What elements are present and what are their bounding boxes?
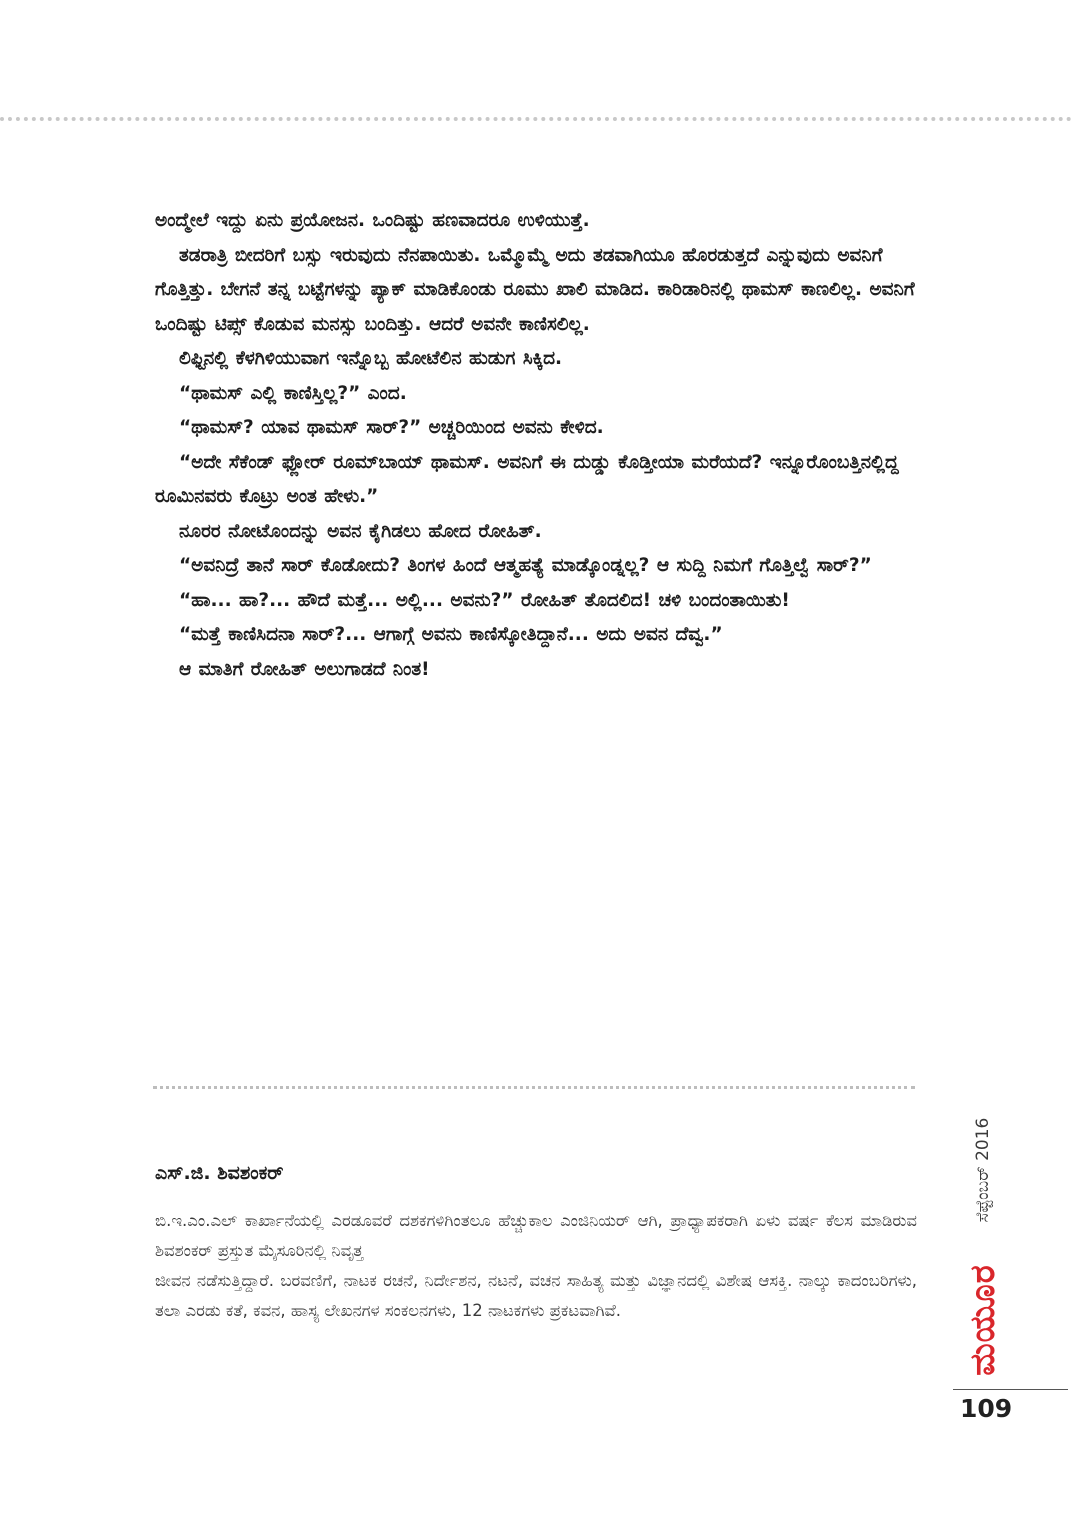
story-paragraph-10: “ಮತ್ತೆ ಕಾಣಿಸಿದನಾ ಸಾರ್?... ಆಗಾಗ್ಗೆ ಅವನು ಕಾಣಿಸ್ಕೋತಿದ್ದಾನೆ... ಅದು ಅವನ ದೆವ್ವ.” (179, 624, 723, 645)
top-dotted-divider (0, 117, 1072, 121)
author-name: ಎಸ್.ಜಿ. ಶಿವಶಂಕರ್ (155, 1162, 284, 1184)
story-paragraph-8: “ಅವನಿದ್ರೆ ತಾನೆ ಸಾರ್ ಕೊಡೋದು? ತಿಂಗಳ ಹಿಂದೆ ಆತ್ಮಹತ್ಯೆ ಮಾಡ್ಕೊಂಡ್ನಲ್ಲ? ಆ ಸುದ್ದಿ ನಿಮಗೆ ಗೊತ್ತಿಲ್ವೆ ಸಾರ್?” (179, 555, 872, 576)
story-paragraph-1: ಅಂದ್ಮೇಲೆ ಇದ್ದು ಏನು ಪ್ರಯೋಜನ. ಒಂದಿಷ್ಟು ಹಣವಾದರೂ ಉಳಿಯುತ್ತೆ. (155, 210, 590, 231)
author-bio (155, 1206, 917, 1326)
story-paragraph-3: ಲಿಫ್ಟಿನಲ್ಲಿ ಕೆಳಗಿಳಿಯುವಾಗ ಇನ್ನೊಬ್ಬ ಹೋಟೆಲಿನ ಹುಡುಗ ಸಿಕ್ಕಿದ. (179, 348, 563, 369)
author-bio-paragraph-1: ಬಿ.ಇ.ಎಂ.ಎಲ್ ಕಾರ್ಖಾನೆಯಲ್ಲಿ ಎರಡೂವರೆ ದಶಕಗಳಿಗಿಂತಲೂ ಹೆಚ್ಚುಕಾಲ ಎಂಜಿನಿಯರ್ ಆಗಿ, ಪ್ರಾಧ್ಯಾಪಕರಾಗಿ ಏಳು ವರ್ಷ ಕೆಲಸ ಮಾಡಿರುವ ಶಿವಶಂಕರ್ ಪ್ರಸ್ತುತ ಮೈಸೂರಿನಲ್ಲಿ ನಿವೃತ್ತ (155, 1211, 917, 1260)
story-paragraph-5: “ಥಾಮಸ್? ಯಾವ ಥಾಮಸ್ ಸಾರ್?” ಅಚ್ಚರಿಯಿಂದ ಅವನು ಕೇಳಿದ. (179, 417, 604, 438)
story-paragraph-9: “ಹಾ... ಹಾ?... ಹೌದೆ ಮತ್ತೆ... ಅಲ್ಲಿ... ಅವನು?” ರೋಹಿತ್ ತೊದಲಿದ! ಚಳಿ ಬಂದಂತಾಯಿತು! (179, 589, 790, 611)
story-paragraph-2: ತಡರಾತ್ರಿ ಬೀದರಿಗೆ ಬಸ್ಸು ಇರುವುದು ನೆನಪಾಯಿತು. ಒಮ್ಮೊಮ್ಮೆ ಅದು ತಡವಾಗಿಯೂ ಹೊರಡುತ್ತದೆ ಎನ್ನುವುದು ಅವನಿಗೆ ಗೊತ್ತಿತ್ತು. ಬೇಗನೆ ತನ್ನ ಬಟ್ಟೆಗಳನ್ನು ಪ್ಯಾಕ್ ಮಾಡಿಕೊಂಡು ರೂಮು ಖಾಲಿ ಮಾಡಿದ. ಕಾರಿಡಾರಿನಲ್ಲಿ ಥಾಮಸ್ ಕಾಣಲಿಲ್ಲ. ಅವನಿಗೆ ಒಂದಿಷ್ಟು ಟಿಪ್ಸ್ ಕೊಡುವ ಮನಸ್ಸು ಬಂದಿತ್ತು. ಆದರೆ ಅವನೇ ಕಾಣಿಸಲಿಲ್ಲ. (155, 244, 915, 335)
story-paragraph-7: ನೂರರ ನೋಟೊಂದನ್ನು ಅವನ ಕೈಗಿಡಲು ಹೋದ ರೋಹಿತ್. (179, 520, 542, 542)
page-number-rule (953, 1389, 1068, 1390)
magazine-logo: ಮಯೂರ (963, 1264, 1003, 1376)
page-number: 109 (960, 1394, 1013, 1423)
story-text (155, 204, 915, 687)
magazine-side-brand (953, 1100, 1013, 1380)
issue-date: ಸೆಪ್ಟೆಂಬರ್ 2016 (973, 1117, 993, 1223)
author-section-divider (153, 1086, 915, 1089)
story-paragraph-4: “ಥಾಮಸ್ ಎಲ್ಲಿ ಕಾಣಿಸ್ತಿಲ್ಲ?” ಎಂದ. (179, 382, 407, 404)
author-bio-paragraph-2: ಜೀವನ ನಡೆಸುತ್ತಿದ್ದಾರೆ. ಬರವಣಿಗೆ, ನಾಟಕ ರಚನೆ, ನಿರ್ದೇಶನ, ನಟನೆ, ವಚನ ಸಾಹಿತ್ಯ ಮತ್ತು ವಿಜ್ಞಾನದಲ್ಲಿ ವಿಶೇಷ ಆಸಕ್ತಿ. ನಾಲ್ಕು ಕಾದಂಬರಿಗಳು, ತಲಾ ಎರಡು ಕತೆ, ಕವನ, ಹಾಸ್ಯ ಲೇಖನಗಳ ಸಂಕಲನಗಳು, 12 ನಾಟಕಗಳು ಪ್ರಕಟವಾಗಿವೆ. (155, 1271, 917, 1320)
story-paragraph-6: “ಅದೇ ಸೆಕೆಂಡ್ ಫ್ಲೋರ್ ರೂಮ್‌ಬಾಯ್ ಥಾಮಸ್. ಅವನಿಗೆ ಈ ದುಡ್ಡು ಕೊಡ್ತೀಯಾ ಮರೆಯದೆ? ಇನ್ನೂರೊಂಬತ್ತಿನಲ್ಲಿದ್ದ ರೂಮಿನವರು ಕೊಟ್ರು ಅಂತ ಹೇಳು.” (155, 451, 899, 507)
story-paragraph-11: ಆ ಮಾತಿಗೆ ರೋಹಿತ್ ಅಲುಗಾಡದೆ ನಿಂತ! (179, 658, 430, 680)
